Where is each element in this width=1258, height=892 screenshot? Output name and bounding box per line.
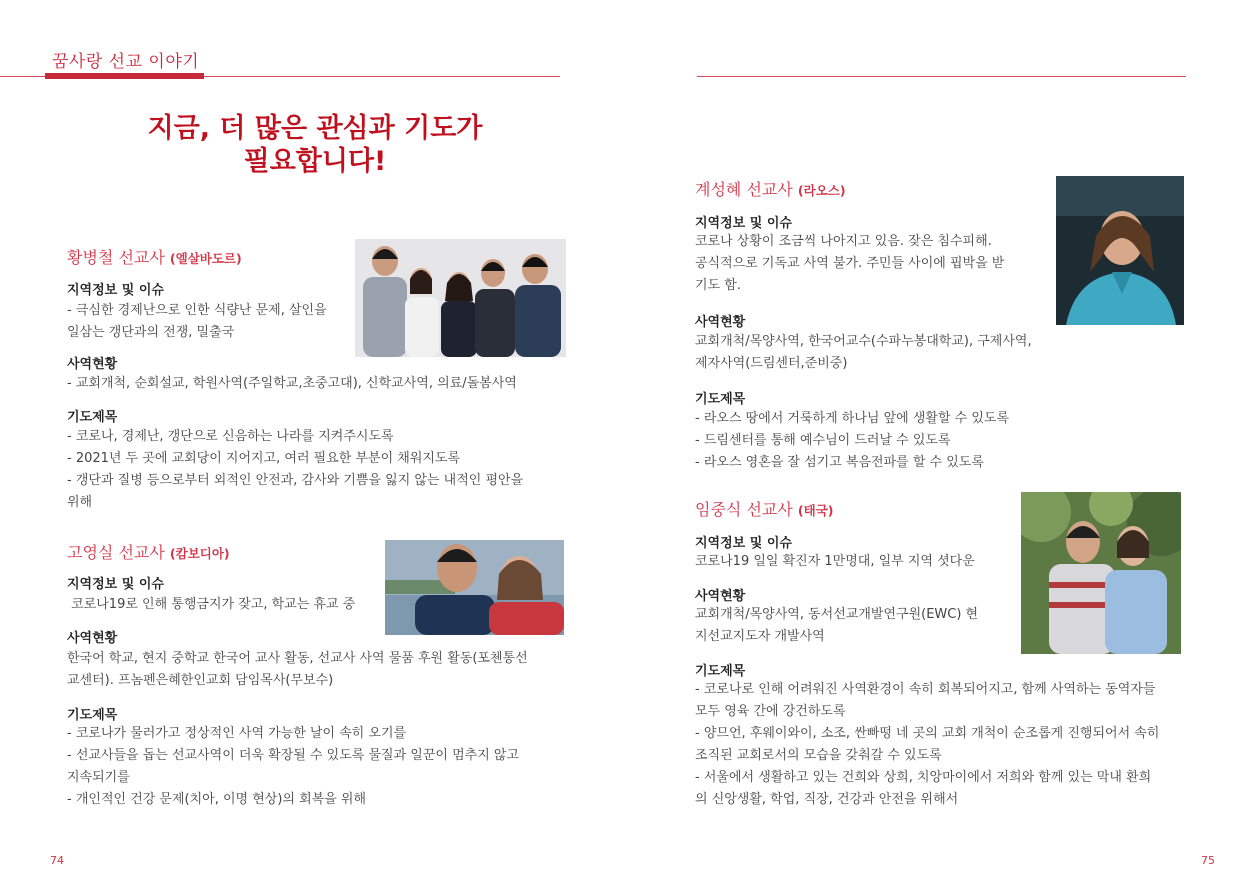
heading-ministry-lim: 사역현황 [695,589,746,604]
family-photo-illustration [355,239,566,357]
text-ministry-lim: 교회개척/목양사역, 동서선교개발연구원(EWC) 현 지선교지도자 개발사역 [695,607,979,644]
heading-prayer-kye: 기도제목 [695,392,746,407]
heading-region-lim: 지역정보 및 이슈 [695,536,792,551]
heading-region-ko: 지역정보 및 이슈 [67,577,164,592]
couple-photo-illustration [1021,492,1181,654]
missionary-name-kye: 계성혜 선교사 (라오스) [695,180,846,199]
section-label: 꿈사랑 선교 이야기 [52,52,200,72]
text-prayer-lim: - 코로나로 인해 어려워진 사역환경이 속히 회복되어지고, 함께 사역하는 동역자들 모두 영육 간에 강건하도록 - 양므언, 후웨이와이, 소조, 싼빠떵 네 곳의 교회 개척이 순조롭게 진행되어서 속히 조직된 교회로서의 모습을 갖춰갈 수 있도록 - 서울에서 생활하고 있는 건희와 상희, 치앙마이에서 저희와 함께 있는 막내 환희 의 신앙생활, 학업, 직장, 건강과 안전을 위해서 [695,682,1160,807]
heading-ministry-kye: 사역현황 [695,315,746,330]
text-ministry-kye: 교회개척/목양사역, 한국어교수(수파누봉대학교), 구제사역, 제자사역(드림센터,준비중) [695,334,1032,371]
header-rule-right [697,76,1186,77]
text-prayer-kye: - 라오스 땅에서 거룩하게 하나님 앞에 생활할 수 있도록 - 드림센터를 통해 예수님이 드러날 수 있도록 - 라오스 영혼을 잘 섬기고 복음전파를 할 수 있도록 [695,411,1010,470]
text-region-ko: 코로나19로 인해 통행금지가 잦고, 학교는 휴교 중 [67,597,356,612]
missionary-country: (태국) [797,503,834,518]
heading-prayer-hwang: 기도제목 [67,410,118,425]
heading-ministry-ko: 사역현황 [67,631,118,646]
text-ministry-ko: 한국어 학교, 현지 중학교 한국어 교사 활동, 선교사 사역 물품 후원 활동(포첸통선 교센터). 프놈펜은혜한인교회 담임목사(무보수) [67,651,528,688]
heading-ministry-hwang: 사역현황 [67,357,118,372]
photo-kye-portrait [1056,176,1184,325]
heading-region-kye: 지역정보 및 이슈 [695,216,792,231]
photo-ko-couple [385,540,564,635]
heading-prayer-ko: 기도제목 [67,708,118,723]
text-ministry-hwang: - 교회개척, 순회설교, 학원사역(주일학교,초중고대), 신학교사역, 의료/돌봄사역 [67,376,517,391]
page-number-right: 75 [1201,854,1215,867]
missionary-name-hwang: 황병철 선교사 (엘살바도르) [67,248,242,267]
photo-hwang-family [355,239,566,357]
page-title [60,112,570,178]
missionary-country: (라오스) [797,183,846,198]
text-region-lim: 코로나19 일일 확진자 1만명대, 일부 지역 셧다운 [695,554,975,569]
heading-region-hwang: 지역정보 및 이슈 [67,283,164,298]
title-line-1: 지금, 더 많은 관심과 기도가 [147,113,483,144]
header-accent-bar [45,73,204,79]
heading-prayer-lim: 기도제목 [695,664,746,679]
title-line-2: 필요합니다! [243,146,387,177]
text-region-hwang: - 극심한 경제난으로 인한 식량난 문제, 살인을 일삼는 갱단과의 전쟁, 밀출국 [67,303,327,340]
text-prayer-ko: - 코로나가 물러가고 정상적인 사역 가능한 날이 속히 오기를 - 선교사들을 돕는 선교사역이 더욱 확장될 수 있도록 물질과 일꾼이 멈추지 않고 지속되기를 - 개인적인 건강 문제(치아, 이명 현상)의 회복을 위해 [67,726,520,807]
missionary-name-ko: 고영실 선교사 (캄보디아) [67,543,230,562]
missionary-name-lim: 임중식 선교사 (태국) [695,500,834,519]
text-prayer-hwang: - 코로나, 경제난, 갱단으로 신음하는 나라를 지켜주시도록 - 2021년 두 곳에 교회당이 지어지고, 여러 필요한 부분이 채워지도록 - 갱단과 질병 등으로부터 외적인 안전과, 감사와 기쁨을 잃지 않는 내적인 평안을 위해 [67,429,524,510]
text-region-kye: 코로나 상황이 조금씩 나아지고 있음. 잦은 침수피해. 공식적으로 기독교 사역 불가. 주민들 사이에 핍박을 받 기도 함. [695,234,1005,293]
missionary-country: (캄보디아) [169,546,230,561]
couple-photo-illustration [385,540,564,635]
portrait-photo-illustration [1056,176,1184,325]
photo-lim-couple [1021,492,1181,654]
page-number-left: 74 [50,854,64,867]
missionary-country: (엘살바도르) [169,251,242,266]
